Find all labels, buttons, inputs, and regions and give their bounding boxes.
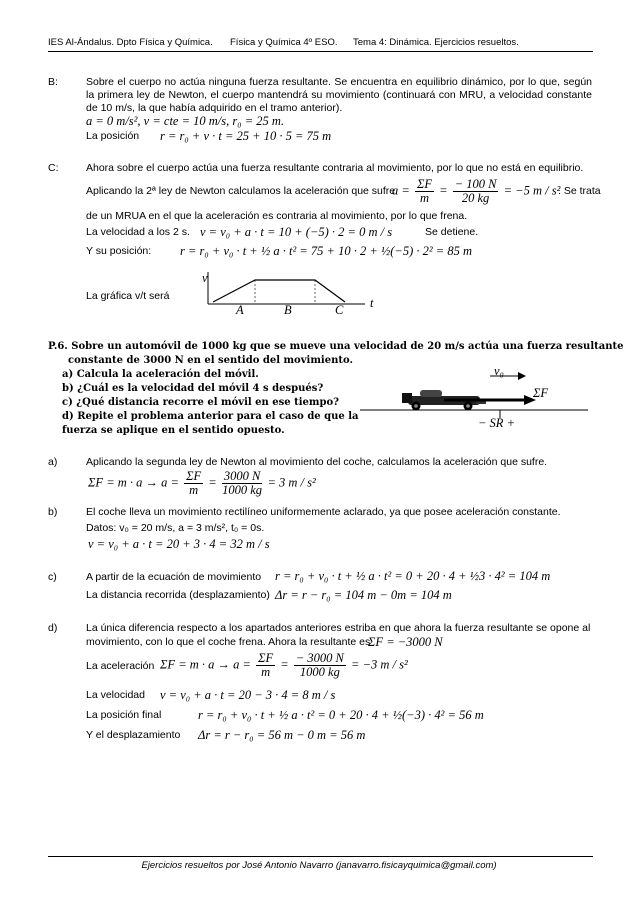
frac-denominator: 1000 kg [222, 483, 263, 497]
frac-numerator: − 100 N [454, 177, 497, 191]
p6-question-a: a) Calcula la aceleración del móvil. [62, 369, 259, 380]
section-c-vel-note: Se detiene. [425, 226, 479, 238]
fraction [294, 652, 346, 679]
graph-t-label: t [370, 296, 374, 310]
answer-c-dist-eq: Δr = r − r₀ = 104 m − 0m = 104 m [275, 588, 452, 602]
frac-denominator: 20 kg [461, 191, 490, 205]
p6-question-c: c) ¿Qué distancia recorre el móvil en ese tiempo? [62, 397, 340, 408]
answer-a-text: Aplicando la segunda ley de Newton al movimiento del coche, calculamos la aceleración que sufre. [86, 456, 548, 468]
frac-denominator: 1000 kg [299, 665, 340, 679]
graph-segment-a: A [236, 303, 244, 317]
section-b-pos-eq: r = r₀ + v · t = 25 + 10 · 5 = 75 m [160, 129, 332, 143]
section-c-vel-eq: v = v₀ + a · t = 10 + (−5) · 2 = 0 m / s [200, 225, 393, 239]
answer-d-vel-label: La velocidad [86, 689, 145, 701]
frac-numerator: − 3000 N [295, 651, 344, 665]
frac-denominator: m [419, 191, 429, 205]
answer-d-acc-eq [160, 652, 408, 679]
frac-denominator: m [189, 483, 199, 497]
footer-rule [48, 856, 593, 857]
fig-v0-label: v₀ [494, 364, 504, 378]
header-school: IES Al-Ándalus. Dpto Física y Química. [48, 37, 213, 48]
section-c-pos-eq: r = r₀ + v₀ · t + ½ a · t² = 75 + 10 · 2 + ½(−5) · 2² = 85 m [180, 244, 472, 258]
answer-d-pos-label: La posición final [86, 709, 162, 721]
answer-c-text: A partir de la ecuación de movimiento [86, 571, 262, 583]
eq-rhs: = −3 m / s² [351, 657, 408, 672]
section-b-text: Sobre el cuerpo no actúa ninguna fuerza resultante. Se encuentra en equilibrio dinámico, por lo que, según la primera ley de Newton, el cuerpo mantendrá su movimiento (continuará con MRU, a velocidad constante de 10 m/s, la que había adquirido en el tramo anterior). [86, 76, 592, 114]
graph-segment-c: C [335, 303, 344, 317]
eq-equals: = [280, 657, 289, 672]
p6-title: P.6. Sobre un automóvil de 1000 kg que se mueve una velocidad de 20 m/s actúa una fuerza resultante [48, 341, 624, 352]
section-c-text2: Aplicando la 2ª ley de Newton calculamos la aceleración que sufre [86, 185, 396, 197]
answer-b-label: b) [48, 506, 58, 518]
section-c-text1: Ahora sobre el cuerpo actúa una fuerza resultante contraria al movimiento, por lo que no está en equilibrio. [86, 162, 584, 174]
header-rule [48, 51, 593, 52]
eq-lhs: a = [392, 183, 410, 198]
eq-lhs: ΣF = m · a → a = [160, 657, 251, 672]
section-c-text2-end: . Se trata [558, 185, 601, 197]
fig-force-label: ΣF [533, 386, 549, 400]
fraction [256, 652, 275, 679]
answer-b-data: Datos: v₀ = 20 m/s, a = 3 m/s², t₀ = 0s. [86, 522, 265, 534]
fraction [222, 470, 262, 497]
section-c-accel-eq [392, 178, 560, 205]
section-c-graph-label: La gráfica v/t será [86, 290, 170, 302]
answer-d-text2: movimiento, con lo que el coche frena. Ahora la resultante es [86, 636, 371, 648]
answer-a-eq [88, 470, 316, 497]
frac-denominator: m [261, 665, 271, 679]
answer-d-disp-eq: Δr = r − r₀ = 56 m − 0 m = 56 m [198, 728, 366, 742]
header-course: Física y Química 4º ESO. [230, 37, 338, 48]
answer-d-text2-eq: ΣF = −3000 N [368, 635, 443, 649]
eq-equals: = [208, 475, 217, 490]
eq-rhs: = 3 m / s² [267, 475, 316, 490]
frac-numerator: 3000 N [223, 469, 261, 483]
fraction [184, 470, 203, 497]
answer-d-disp-label: Y el desplazamiento [86, 729, 181, 741]
fraction [453, 178, 499, 205]
page-header [48, 37, 593, 51]
velocity-time-graph [195, 268, 385, 328]
section-b-pos-label: La posición [86, 130, 140, 142]
fig-sr-label: − SR + [478, 416, 516, 430]
frac-numerator: ΣF [416, 177, 433, 191]
section-b-values: a = 0 m/s², v = cte = 10 m/s, r₀ = 25 m. [86, 114, 285, 128]
answer-d-vel-eq: v = v₀ + a · t = 20 − 3 · 4 = 8 m / s [160, 688, 336, 702]
p6-question-d1: d) Repite el problema anterior para el caso de que la [62, 411, 359, 422]
frac-numerator: ΣF [186, 469, 202, 483]
graph-segment-b: B [284, 303, 292, 317]
answer-a-label: a) [48, 456, 58, 468]
eq-rhs: = −5 m / s² [503, 183, 561, 198]
answer-c-label: c) [48, 571, 57, 583]
eq-lhs: ΣF = m · a → a = [88, 475, 179, 490]
page-footer: Ejercicios resueltos por José Antonio Navarro (janavarro.fisicayquimica@gmail.com) [141, 860, 497, 871]
answer-d-acc-label: La aceleración [86, 660, 155, 672]
fraction [415, 178, 434, 205]
answer-b-eq: v = v₀ + a · t = 20 + 3 · 4 = 32 m / s [88, 537, 270, 551]
section-c-text3: de un MRUA en el que la aceleración es contraria al movimiento, por lo que frena. [86, 210, 468, 222]
v0-arrow-head [518, 372, 526, 380]
graph-v-label: v [202, 271, 208, 285]
section-b-label: B: [48, 76, 58, 88]
p6-question-b: b) ¿Cuál es la velocidad del móvil 4 s después? [62, 383, 324, 394]
answer-b-text: El coche lleva un movimiento rectilíneo uniformemente aclarado, ya que posee aceleración constante. [86, 506, 561, 518]
section-c-label: C: [48, 162, 59, 174]
graph-curve [213, 280, 345, 302]
answer-c-eq: r = r₀ + v₀ · t + ½ a · t² = 0 + 20 · 4 + ½3 · 4² = 104 m [275, 569, 551, 583]
answer-c-dist-label: La distancia recorrida (desplazamiento) [86, 589, 270, 601]
p6-title2: constante de 3000 N en el sentido del movimiento. [68, 355, 353, 366]
section-c-pos-label: Y su posición: [86, 245, 152, 257]
answer-d-label: d) [48, 622, 58, 634]
frac-numerator: ΣF [258, 651, 274, 665]
eq-equals: = [439, 183, 448, 198]
answer-d-text1: La única diferencia respecto a los apartados anteriores estriba en que ahora la fuerza resultante se opone al [86, 622, 591, 634]
header-topic: Tema 4: Dinámica. Ejercicios resueltos. [353, 37, 519, 48]
p6-question-d2: fuerza se aplique en el sentido opuesto. [62, 425, 285, 436]
car-figure [360, 362, 590, 432]
answer-d-pos-eq: r = r₀ + v₀ · t + ½ a · t² = 0 + 20 · 4 + ½(−3) · 4² = 56 m [198, 708, 484, 722]
section-c-vel-label: La velocidad a los 2 s. [86, 226, 190, 238]
